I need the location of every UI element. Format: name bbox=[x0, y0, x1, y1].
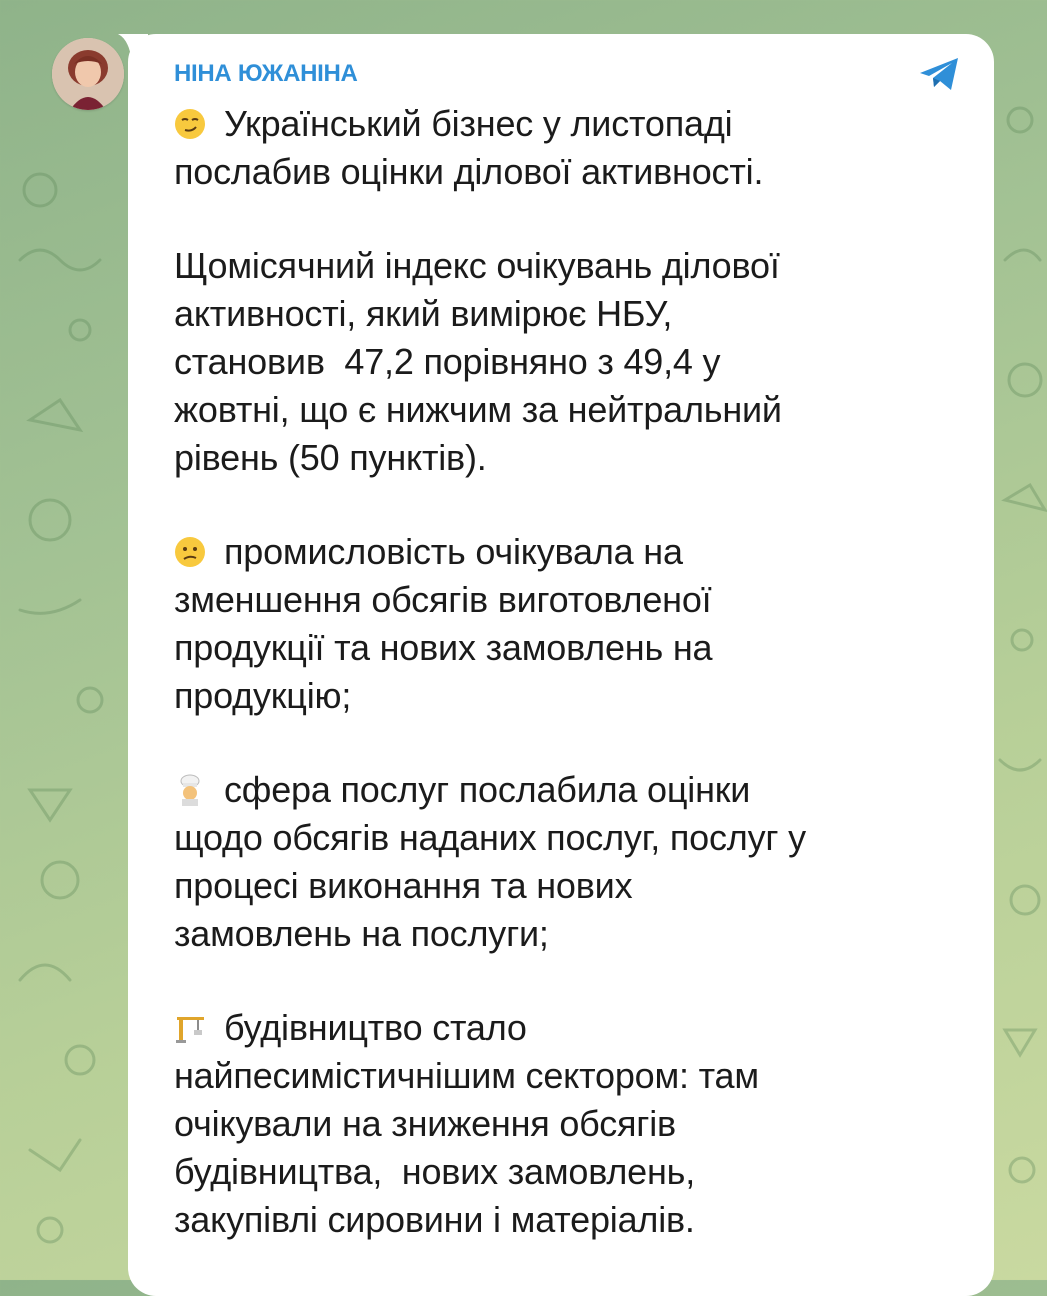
message-paragraph-industry bbox=[174, 528, 964, 720]
smirking-face-emoji bbox=[174, 108, 206, 140]
cook-emoji bbox=[174, 774, 206, 806]
message-line: найпесимістичнішим сектором: там bbox=[174, 1055, 759, 1096]
message-text: промисловість очікувала на bbox=[224, 531, 683, 572]
message-line: продукцію; bbox=[174, 675, 352, 716]
message-paragraph-services bbox=[174, 766, 964, 958]
message-line: замовлень на послуги; bbox=[174, 913, 549, 954]
message-line: будівництва, нових замовлень, bbox=[174, 1151, 696, 1192]
message-text: сфера послуг послабила оцінки bbox=[224, 769, 751, 810]
message-line: очікували на зниження обсягів bbox=[174, 1103, 676, 1144]
author-avatar[interactable] bbox=[52, 38, 124, 110]
message-line: продукції та нових замовлень на bbox=[174, 627, 713, 668]
message-header bbox=[174, 56, 964, 92]
message-line: послабив оцінки ділової активності. bbox=[174, 151, 764, 192]
message-paragraph-intro bbox=[174, 100, 964, 196]
message-line bbox=[174, 1004, 964, 1052]
message-paragraph-construction bbox=[174, 1004, 964, 1244]
message-line bbox=[174, 528, 964, 576]
message-line: зменшення обсягів виготовленої bbox=[174, 579, 712, 620]
message-line bbox=[174, 100, 964, 148]
confused-face-emoji bbox=[174, 536, 206, 568]
message-line: рівень (50 пунктів). bbox=[174, 437, 487, 478]
message-line: активності, який вимірює НБУ, bbox=[174, 293, 673, 334]
message-line: щодо обсягів наданих послуг, послуг у bbox=[174, 817, 806, 858]
message-line: становив 47,2 порівняно з 49,4 у bbox=[174, 341, 721, 382]
message-bubble[interactable] bbox=[128, 34, 994, 1296]
construction-crane-emoji bbox=[174, 1012, 206, 1044]
message-line: процесі виконання та нових bbox=[174, 865, 633, 906]
telegram-logo-icon bbox=[916, 54, 962, 94]
message-paragraph-index bbox=[174, 242, 964, 482]
message-line bbox=[174, 766, 964, 814]
message-line: закупівлі сировини і матеріалів. bbox=[174, 1199, 695, 1240]
message-line: Щомісячний індекс очікувань ділової bbox=[174, 245, 780, 286]
message-text: будівництво стало bbox=[224, 1007, 527, 1048]
message-line: жовтні, що є нижчим за нейтральний bbox=[174, 389, 782, 430]
author-name[interactable]: НІНА ЮЖАНІНА bbox=[174, 60, 358, 87]
message-text: Український бізнес у листопаді bbox=[224, 103, 733, 144]
